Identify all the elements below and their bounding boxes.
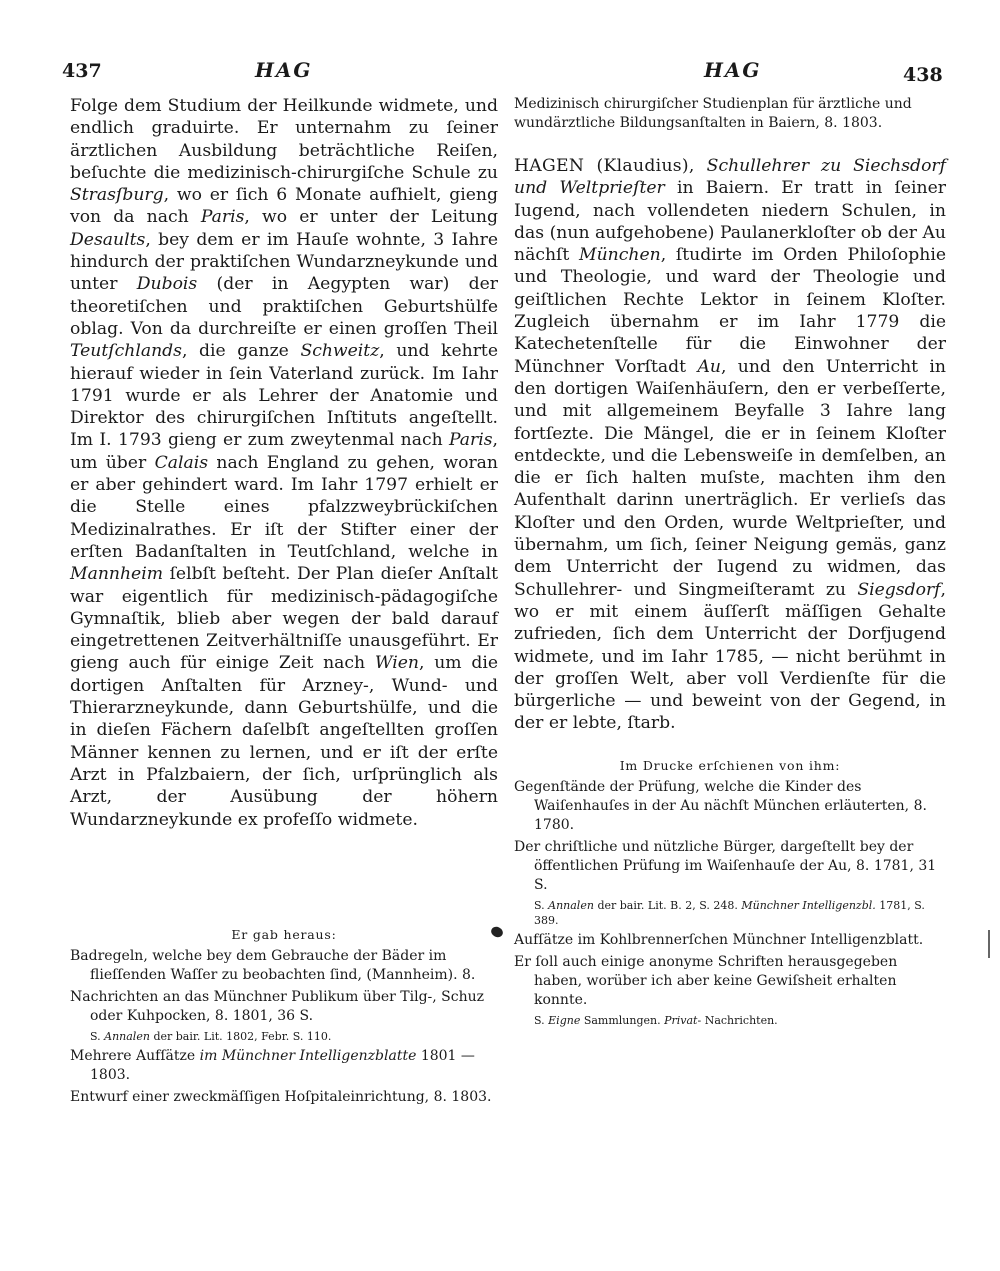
- bio-text: , wo er unter der Leitung: [244, 207, 498, 228]
- publication-item: Medizinisch chirurgiſcher Studienplan für ärztliche und wundärztliche Bildungsanſtalten in Baiern, 8. 1803.: [514, 96, 912, 131]
- occupation: Schullehrer zu Siechsdorf und Weltprieſter: [514, 156, 946, 199]
- bio-text: , wo er mit einem äuſſerſt mäſſigen Gehalte zufrieden, ſich dem Unterricht der Dorfjugend widmete, und im Iahr 1785, — nicht berühmt in der groſſen Welt, aber voll Verdienſte für die bürgerliche — und beweint von der Gegend, in der er lebte, ſtarb.: [514, 579, 946, 734]
- bio-text: , und kehrte hierauf wieder in ſein Vaterland zurück. Im Iahr 1791 wurde er als Lehrer der Anatomie und Direktor des chirurgiſchen Inſtituts angeſtellt. Im I. 1793 gieng er zum zweytenmal nach: [70, 341, 499, 451]
- bio-text: , ſtudirte im Orden Philoſophie und Theologie, und ward der Theologie und geiſtlichen Rechte Lektor in ſeinem Kloſter. Zugleich übernahm er im Iahr 1779 die Katechetenſtelle für die Einwohner der Münchner Vorſtadt: [514, 245, 946, 377]
- publication-item: Mehrere Aufſätze im Münchner Intelligenzblatte 1801 — 1803.: [70, 1048, 475, 1083]
- place-name: Calais: [154, 452, 209, 473]
- publication-item: Nachrichten an das Münchner Publikum über Tilg-, Schuz oder Kuhpocken, 8. 1801, 36 S.: [70, 989, 484, 1024]
- bio-text: , wo er ſich 6 Monate aufhielt, gieng von da nach: [70, 185, 498, 228]
- place-name: Teutſchlands: [70, 341, 182, 362]
- place-name: Paris: [200, 207, 245, 228]
- source-reference: S. Eigne Sammlungen. Privat- Nachrichten.: [534, 1013, 778, 1027]
- bio-text: , bey dem er im Hauſe wohnte, 3 Iahre hindurch der praktiſchen Wundarzneykunde und unter: [70, 229, 498, 295]
- page-number-right: 438: [903, 64, 943, 86]
- publications-heading: Im Drucke erſchienen von ihm:: [619, 757, 841, 773]
- place-name: Schweitz: [300, 341, 380, 362]
- source-reference: S. Annalen der bair. Lit. 1802, Febr. S. 110.: [90, 1030, 332, 1043]
- place-name: München: [579, 245, 661, 266]
- place-name: Wien: [374, 653, 419, 674]
- publication-item: Entwurf einer zweckmäſſigen Hoſpitaleinrichtung, 8. 1803.: [70, 1089, 492, 1105]
- publication-item: Badregeln, welche bey dem Gebrauche der Bäder im flieſſenden Waſſer zu beobachten ſind, (Mannheim). 8.: [70, 948, 476, 983]
- page-edge-mark: [988, 930, 990, 958]
- place-name: Strasſburg: [70, 185, 164, 206]
- left-column: [70, 95, 498, 1107]
- place-name: Au: [697, 356, 721, 377]
- bio-text: , und den Unterricht in den dortigen Waiſenhäuſern, den er verbeſſerte, und mit allgemeinem Beyfalle 3 Iahre lang fortſezte. Die Mängel, die er in ſeinem Kloſter entdeckte, und die Lebensweiſe in demſelben, an die er ſich halten muſste, machten ihm den Aufenthalt darinn unerträglich. Er verlieſs das Kloſter und den Orden, wurde Weltprieſter, und übernahm, um ſich, ſeiner Neigung gemäs, ganz dem Unterricht der Iugend zu widmen, das Schullehrer- und Singmeiſteramt zu: [514, 356, 946, 600]
- publication-item: Der chriſtliche und nützliche Bürger, dargeſtellt bey der öffentlichen Prüfung im Waiſenhauſe der Au, 8. 1781, 31 S.: [514, 838, 937, 893]
- running-head-left: HAG: [255, 58, 313, 82]
- person-name: Desaults: [70, 229, 146, 250]
- bio-text: (der in Aegypten war) der theoretiſchen und praktiſchen Geburtshülfe oblag. Von da durchreiſte er einen groſſen Theil: [70, 274, 498, 339]
- publication-item: Er ſoll auch einige anonyme Schriften herausgegeben haben, worüber ich aber keine Gewiſsheit erhalten konnte.: [514, 953, 898, 1008]
- bio-text: ſelbſt beſteht. Der Plan dieſer Anſtalt war eigentlich für medizinisch-pädagogiſche Gymnaſtik, blieb aber wegen der bald darauf eingetrettenen Zeitverhältniſſe unausgeführt. Er gieng auch für einige Zeit nach: [70, 564, 498, 674]
- publication-item: Gegenſtände der Prüfung, welche die Kinder des Waiſenhauſes in der Au nächſt München erläuterten, 8. 1780.: [514, 778, 927, 833]
- page-number-left: 437: [62, 60, 102, 82]
- bio-text: Folge dem Studium der Heilkunde widmete, und endlich graduirte. Er unternahm zu ſeiner ärztlichen Ausbildung beträchtliche Reiſen, beſuchte die medizinisch-chirurgiſche Schule zu: [70, 96, 498, 183]
- place-name: Paris: [448, 430, 493, 451]
- bio-text: in Baiern. Er tratt in ſeiner Iugend, nach vollendeten niedern Schulen, in das (nun aufgehobene) Paulanerkloſter ob der Au nächſt: [514, 178, 946, 266]
- publications-heading: Er gab heraus:: [231, 927, 337, 942]
- bio-text: nach England zu gehen, woran er aber gehindert ward. Im Iahr 1797 erhielt er die Stelle eines pfalzzweybrückiſchen Medizinalrathes. Er iſt der Stifter einer der erſten Badanſtalten in Teutſchland, welche in: [70, 452, 498, 562]
- bio-text: , die ganze: [181, 341, 301, 362]
- entry-name: HAGEN (Klaudius),: [514, 156, 695, 176]
- place-name: Mannheim: [70, 564, 164, 585]
- bio-text: , um die dortigen Anſtalten für Arzney-, Wund- und Thierarzneykunde, dann Geburtshülfe, und die in dieſen Fächern daſelbſt angeſtellten groſſen Männer kennen zu lernen, und er iſt der erſte Arzt in Pfalzbaiern, der ſich, urſprünglich als Arzt, der Ausübung der höhern Wundarzneykunde ex profeſſo widmete.: [70, 653, 498, 830]
- source-reference: S. Annalen der bair. Lit. B. 2, S. 248. Münchner Intelligenzbl. 1781, S. 389.: [534, 898, 925, 927]
- place-name: Siegsdorf: [857, 579, 941, 600]
- publication-item: Aufſätze im Kohlbrennerſchen Münchner Intelligenzblatt.: [514, 931, 924, 948]
- running-head-right: HAG: [704, 58, 762, 82]
- biography-continuation: [70, 95, 498, 918]
- right-column: [514, 95, 946, 1028]
- biography-entry: [514, 155, 946, 735]
- person-name: Dubois: [136, 274, 198, 295]
- bio-text: , um über: [70, 430, 498, 473]
